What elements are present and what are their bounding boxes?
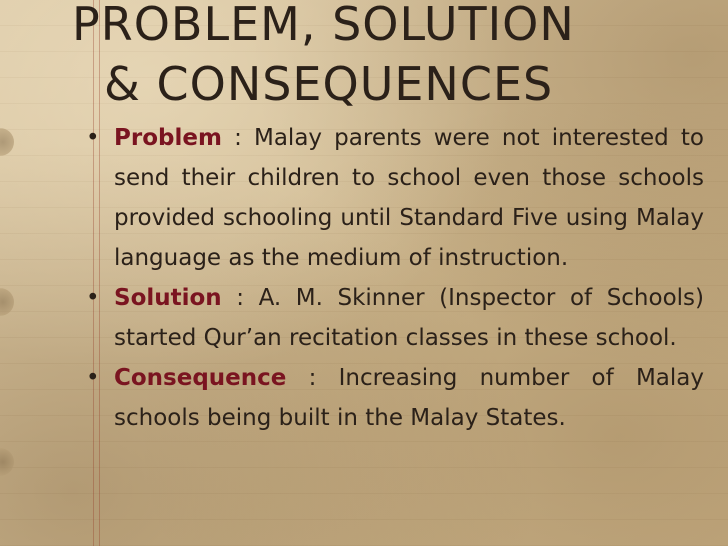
- bullet-term-solution: Solution: [114, 285, 222, 311]
- paper-hole-middle: [0, 288, 14, 316]
- bullet-icon: •: [86, 365, 100, 391]
- slide-title-line2: & CONSEQUENCES: [104, 57, 554, 111]
- slide-title-line1: PROBLEM, SOLUTION: [72, 0, 575, 51]
- bullet-text-problem: : Malay parents were not interested to send their children to school even those schools provided schooling until Standard Five using Malay language as the medium of instruction.: [114, 125, 704, 271]
- paper-hole-bottom: [0, 448, 14, 476]
- bullet-list: [84, 118, 704, 438]
- bullet-solution: [84, 278, 704, 358]
- bullet-icon: •: [86, 285, 100, 311]
- bullet-text-consequence: : Increasing number of Malay schools being built in the Malay States.: [114, 365, 704, 431]
- bullet-term-problem: Problem: [114, 125, 222, 151]
- paper-hole-top: [0, 128, 14, 156]
- bullet-consequence: [84, 358, 704, 438]
- bullet-icon: •: [86, 125, 100, 151]
- bullet-term-consequence: Consequence: [114, 365, 287, 391]
- bullet-problem: [84, 118, 704, 278]
- bullet-text-solution: : A. M. Skinner (Inspector of Schools) started Qur’an recitation classes in these school.: [114, 285, 704, 351]
- slide-title: [72, 0, 712, 114]
